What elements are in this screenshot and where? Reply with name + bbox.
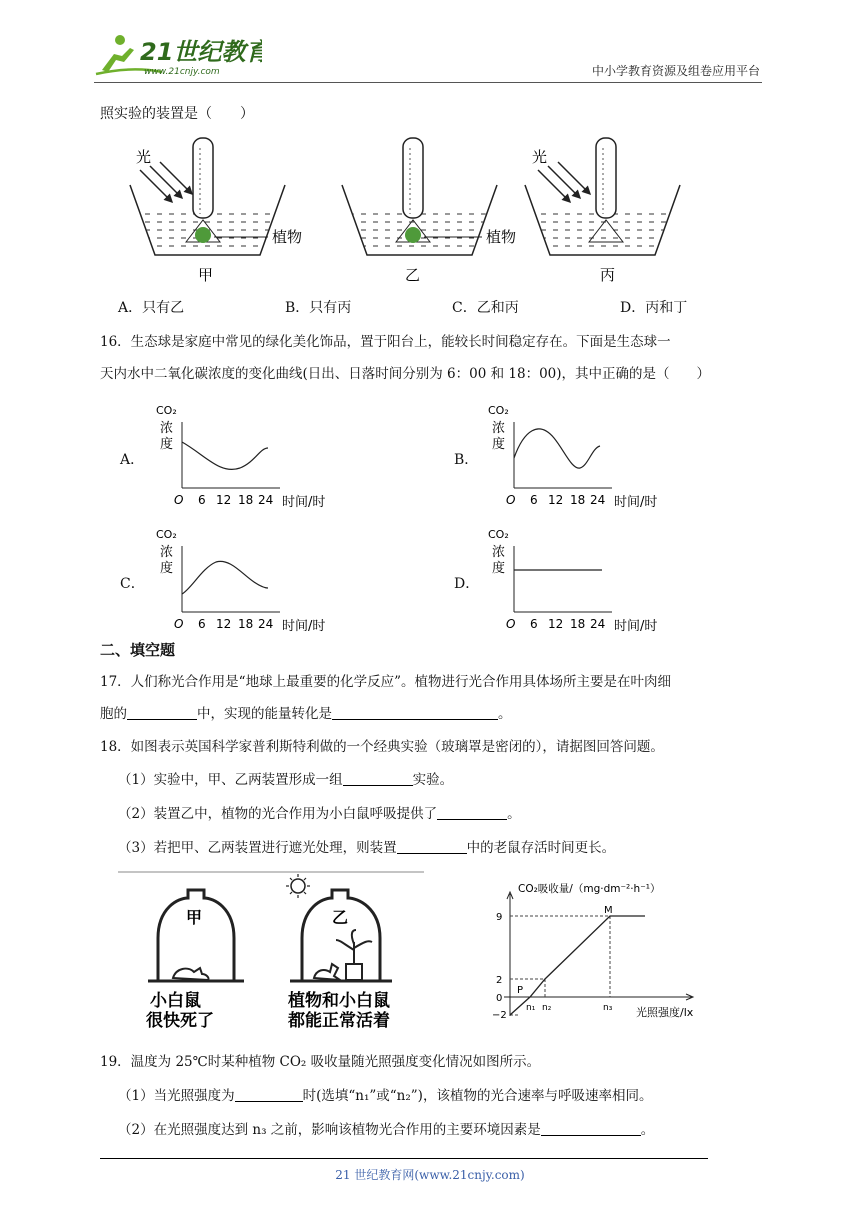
tick-24-b: 24: [590, 493, 606, 507]
sun-icon: [286, 874, 310, 898]
ytick-9: 9: [496, 912, 503, 923]
tick-12-d: 12: [548, 617, 564, 631]
apparatus-yi: [342, 138, 497, 255]
q18-sub1: [118, 770, 453, 790]
q19-s2-b: 。: [640, 1122, 655, 1138]
jar-label-jia: 甲: [186, 908, 203, 927]
q17-text-a: 胞的: [100, 706, 127, 722]
n1-label: n₁: [526, 1003, 536, 1013]
q19-s1-b: 时(选填“n₁”或“n₂”)，该植物的光合速率与呼吸速率相同。: [302, 1088, 653, 1104]
n2-label: n₂: [542, 1003, 552, 1013]
chart-ylabel: CO₂吸收量/（mg·dm⁻²·h⁻¹）: [518, 883, 661, 895]
tick-18-a: 18: [238, 493, 254, 507]
q16-option-b-letter: B．: [454, 452, 479, 468]
nong-label-a: 浓: [160, 421, 174, 436]
q18-s2-a: （2）装置乙中，植物的光合作用为小白鼠呼吸提供了: [118, 806, 438, 822]
tick-24-a: 24: [258, 493, 274, 507]
header-platform-text: 中小学教育资源及组卷应用平台: [591, 64, 760, 78]
q15-apparatus-figure: [120, 130, 700, 294]
q16-option-a-letter: A．: [120, 452, 145, 468]
footer-divider: [100, 1158, 708, 1159]
q18-stem: 18．如图表示英国科学家普利斯特利做的一个经典实验（玻璃罩是密闭的），请据图回答问题。: [100, 739, 664, 755]
q15-option-c: C．乙和丙: [452, 300, 519, 316]
co2-label-b: CO₂: [488, 404, 509, 417]
logo-url: www.21cnjy.com: [144, 67, 220, 77]
tick-12-b: 12: [548, 493, 564, 507]
tick-18-d: 18: [570, 617, 586, 631]
q16-graph-a: [150, 400, 350, 519]
ytick-neg2: −2: [492, 1010, 507, 1021]
cap-left-1: 小白鼠: [150, 991, 201, 1011]
q17-text-b: 中，实现的能量转化是: [197, 706, 332, 722]
tick-6-d: 6: [530, 617, 538, 631]
q17-blank-1[interactable]: [127, 705, 197, 720]
label-yi: 乙: [405, 266, 421, 284]
tick-6-a: 6: [198, 493, 206, 507]
nong-label-d: 浓: [492, 545, 506, 560]
label-light-jia: 光: [136, 148, 152, 166]
tick-24-c: 24: [258, 617, 274, 631]
bell-jar-yi: [290, 890, 392, 981]
q18-s2-b: 。: [507, 806, 521, 822]
co2-label-c: CO₂: [156, 528, 177, 541]
q18-s3-a: （3）若把甲、乙两装置进行遮光处理，则装置: [118, 840, 397, 856]
q16-graph-c: [150, 524, 350, 643]
q18-blank-2[interactable]: [437, 805, 507, 820]
q18-sub2: [118, 804, 521, 824]
label-plant-jia: 植物: [272, 228, 303, 246]
origin-d: O: [506, 617, 516, 631]
tick-18-c: 18: [238, 617, 254, 631]
xlabel-c: 时间/时: [282, 619, 326, 634]
q15-tail-text: 照实验的装置是（ ）: [100, 106, 254, 122]
q19-s2-a: （2）在光照强度达到 n₃ 之前，影响该植物光合作用的主要环境因素是: [118, 1122, 541, 1138]
cap-right-1: 植物和小白鼠: [288, 991, 390, 1011]
bell-jar-jia: [148, 890, 244, 981]
co2-label-a: CO₂: [156, 404, 177, 417]
q17-line1: 17．人们称光合作用是“地球上最重要的化学反应”。植物进行光合作用具体场所主要是在叶肉细: [100, 674, 671, 690]
cap-left-2: 很快死了: [146, 1011, 214, 1031]
chart-xlabel: 光照强度/lx: [636, 1006, 694, 1019]
nong-label-c: 浓: [160, 545, 174, 560]
origin-a: O: [174, 493, 184, 507]
header-divider: [94, 82, 762, 83]
xlabel-b: 时间/时: [614, 495, 658, 510]
q16-graph-b: [484, 400, 684, 519]
q19-blank-1[interactable]: [235, 1087, 303, 1102]
origin-b: O: [506, 493, 516, 507]
nong-label-b: 浓: [492, 421, 506, 436]
q18-bell-jar-figure: [118, 868, 428, 1037]
xlabel-a: 时间/时: [282, 495, 326, 510]
du-label-a: 度: [160, 437, 174, 452]
apparatus-jia: [130, 138, 285, 255]
point-p-label: P: [517, 985, 524, 996]
logo-text: 21世纪教育: [140, 38, 262, 66]
q19-blank-2[interactable]: [541, 1121, 641, 1136]
origin-c: O: [174, 617, 184, 631]
q18-sub3: [118, 838, 615, 858]
footer-text: 21 世纪教育网(www.21cnjy.com): [335, 1168, 525, 1182]
q16-graph-d: [484, 524, 684, 643]
q19-sub1: [118, 1086, 652, 1106]
q18-s3-b: 中的老鼠存活时间更长。: [466, 840, 616, 856]
du-label-d: 度: [492, 561, 506, 576]
label-plant-yi: 植物: [486, 228, 517, 246]
section-fill-in-title: 二、填空题: [100, 641, 176, 659]
q16-option-c-letter: C．: [120, 576, 145, 592]
q17-blank-2[interactable]: [332, 705, 498, 720]
q17-line2: [100, 704, 512, 724]
n3-label: n₃: [603, 1003, 613, 1013]
tick-12-c: 12: [216, 617, 232, 631]
q19-co2-chart: [490, 876, 720, 1030]
tick-12-a: 12: [216, 493, 232, 507]
q18-s1-a: （1）实验中，甲、乙两装置形成一组: [118, 772, 343, 788]
jar-label-yi: 乙: [332, 908, 349, 927]
q18-blank-3[interactable]: [397, 839, 467, 854]
q16-option-d-letter: D．: [454, 576, 480, 592]
q16-line2: 天内水中二氧化碳浓度的变化曲线(日出、日落时间分别为 6：00 和 18：00)，其中正确的是（ ）: [100, 366, 711, 382]
q15-option-b: B．只有丙: [285, 300, 352, 316]
point-m-label: M: [604, 905, 613, 916]
tick-6-b: 6: [530, 493, 538, 507]
du-label-c: 度: [160, 561, 174, 576]
label-bing: 丙: [600, 266, 616, 284]
q19-sub2: [118, 1120, 654, 1140]
tick-18-b: 18: [570, 493, 586, 507]
q17-text-c: 。: [498, 706, 512, 722]
label-light-bing: 光: [532, 148, 548, 166]
chart-series-line: [510, 916, 645, 1015]
ytick-0: 0: [496, 993, 503, 1004]
tick-24-d: 24: [590, 617, 606, 631]
q15-option-a: A．只有乙: [118, 300, 185, 316]
co2-label-d: CO₂: [488, 528, 509, 541]
tick-6-c: 6: [198, 617, 206, 631]
site-logo: [92, 30, 262, 80]
ytick-2: 2: [496, 975, 503, 986]
q16-line1: 16．生态球是家庭中常见的绿化美化饰品，置于阳台上，能较长时间稳定存在。下面是生态球一: [100, 334, 671, 350]
xlabel-d: 时间/时: [614, 619, 658, 634]
q19-s1-a: （1）当光照强度为: [118, 1088, 235, 1104]
q18-blank-1[interactable]: [343, 771, 413, 786]
du-label-b: 度: [492, 437, 506, 452]
apparatus-bing: [525, 138, 680, 255]
cap-right-2: 都能正常活着: [288, 1011, 390, 1031]
q18-s1-b: 实验。: [412, 772, 454, 788]
label-jia: 甲: [198, 266, 214, 284]
q15-option-d: D．丙和丁: [620, 300, 688, 316]
q19-stem: 19．温度为 25℃时某种植物 CO₂ 吸收量随光照强度变化情况如图所示。: [100, 1054, 541, 1070]
